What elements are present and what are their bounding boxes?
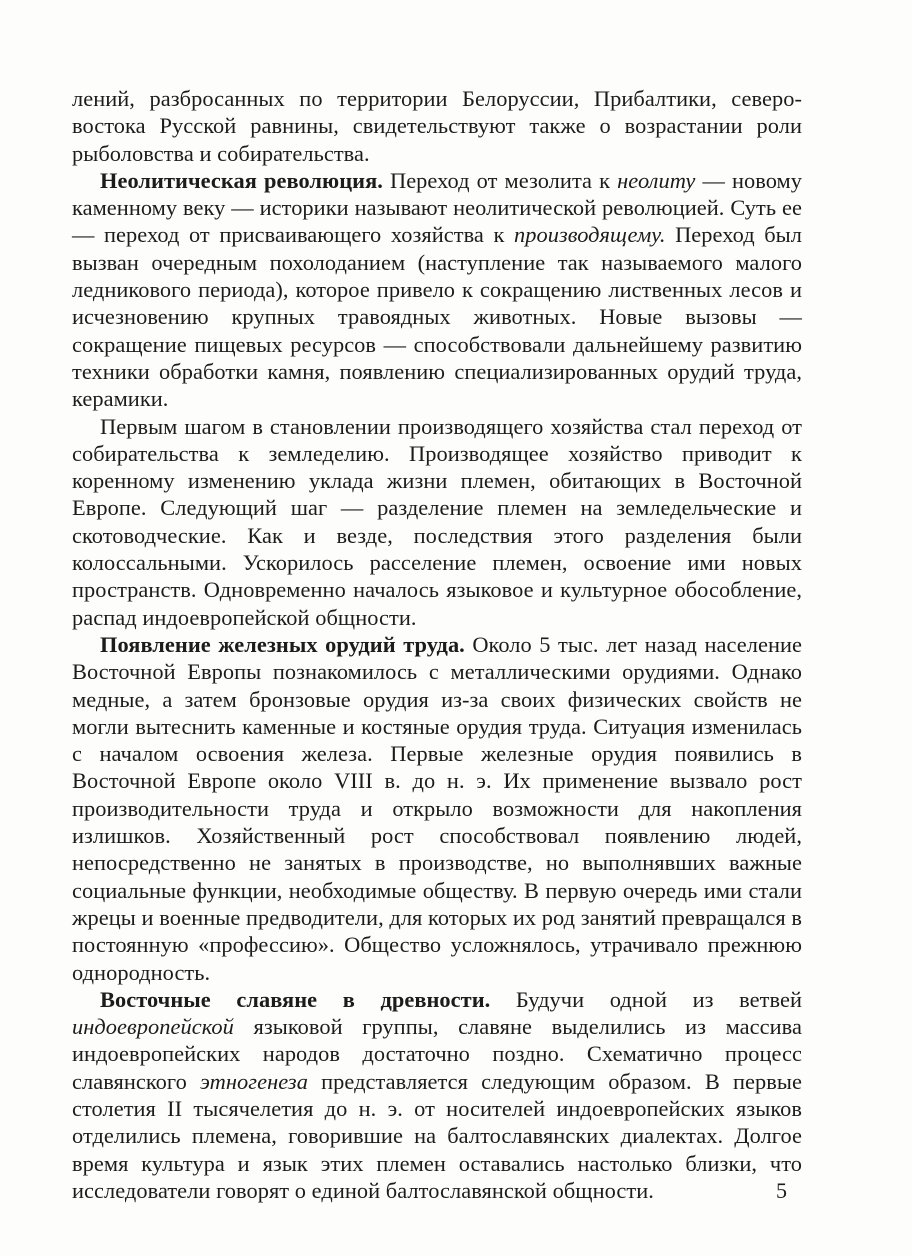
text-run: Первым шагом в становлении производящего хозяйства стал переход от собирательства к земледелию. Производящее хозяйство приводит к коренному изменению уклада жизни племен, обитающих в Восточной Европе. Следующий шаг — разделение племен на земледельческие и скотоводческие. Как и везде, последствия этого разделения были колоссальными. Ускорилось расселение племен, освоение ими новых пространств. Одновременно началось языковое и культурное обособление, распад индоевропейской общности.	[72, 413, 802, 630]
text-run: представляется следующим образом. В первые столетия II тысячелетия до н. э. от носителей индоевропейских языков отделились племена, говорившие на балтославянских диалектах. Долгое время культура и язык этих племен оставались настолько близки, что исследователи говорят о единой балтославянской общности.	[72, 1068, 802, 1203]
text-run: Около 5 тыс. лет назад население Восточной Европы познакомилось с металлическими орудиями. Однако медные, а затем бронзовые орудия из-за своих физических свойств не могли вытеснить каменные и костяные орудия труда. Ситуация изменилась с началом освоения железа. Первые железные орудия появились в Восточной Европе около VIII в. до н. э. Их применение вызвало рост производительности труда и открыло возможности для накопления излишков. Хозяйственный рост способствовал появлению людей, непосредственно не занятых в производстве, но выполнявших важные социальные функции, необходимые обществу. В первую очередь ими стали жрецы и военные предводители, для которых их род занятий превращался в постоянную «профессию». Общество усложнялось, утрачивало прежнюю однородность.	[72, 631, 802, 985]
text-run: Переход был вызван очередным похолоданием (наступление так называемого малого ледникового периода), которое привело к сокращению лиственных лесов и исчезновению крупных травоядных животных. Новые вызовы — сокращение пищевых ресурсов — способствовали дальнейшему развитию техники обработки камня, появлению специализированных орудий труда, керамики.	[72, 222, 803, 412]
term-emphasis: неолиту	[617, 167, 696, 193]
paragraph-iron-tools	[72, 631, 802, 986]
paragraph-eastern-slavs	[72, 986, 802, 1204]
paragraph	[72, 413, 802, 631]
paragraph	[72, 85, 802, 167]
term-emphasis: индоевропейской	[72, 1014, 234, 1040]
term-emphasis: этногенеза	[200, 1068, 308, 1094]
text-run: Переход от мезолита к	[382, 167, 618, 193]
section-heading: Восточные славяне в древности.	[100, 986, 491, 1012]
text-run: — новому каменному веку — историки называют неолитической революцией. Суть ее — переход от присваивающего хозяйства к	[72, 167, 802, 248]
text-body	[72, 85, 802, 1204]
text-run: языковой группы, славяне выделились из массива индоевропейских народов достаточно поздно. Схематично процесс славянского	[72, 1014, 802, 1094]
paragraph-neolithic-revolution	[72, 167, 802, 413]
text-run: лений, разбросанных по территории Белоруссии, Прибалтики, северо-востока Русской равнины, свидетельствуют также о возрастании роли рыболовства и собирательства.	[72, 86, 802, 166]
page-number: 5	[776, 1178, 787, 1203]
text-run: Будучи одной из ветвей	[490, 986, 802, 1012]
section-heading: Неолитическая революция.	[100, 167, 383, 193]
term-emphasis: производящему.	[513, 222, 666, 248]
section-heading: Появление железных орудий труда.	[100, 631, 465, 657]
